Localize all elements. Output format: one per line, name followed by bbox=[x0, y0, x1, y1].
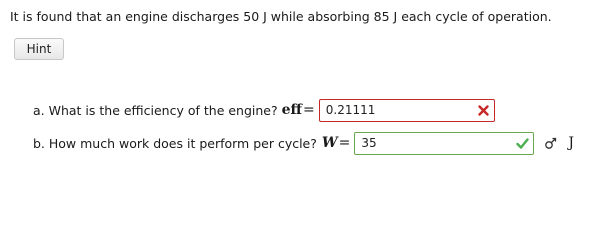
question-a-text: a. What is the efficiency of the engine? bbox=[33, 102, 278, 118]
equals-sign: = bbox=[338, 135, 351, 151]
problem-statement: It is found that an engine discharges 50 J while absorbing 85 J each cycle of operation. bbox=[10, 9, 552, 24]
math-label-eff: eff bbox=[281, 102, 303, 118]
answer-input-b[interactable] bbox=[355, 134, 501, 153]
answer-input-a[interactable] bbox=[320, 101, 466, 120]
hint-button[interactable]: Hint bbox=[14, 38, 64, 60]
question-row-b bbox=[33, 131, 574, 155]
math-label-w: W bbox=[321, 135, 338, 151]
question-row-a bbox=[33, 98, 495, 122]
equals-sign: = bbox=[303, 102, 315, 118]
x-mark-icon bbox=[477, 104, 490, 117]
unit-label: J bbox=[568, 135, 574, 151]
check-mark-icon bbox=[516, 137, 529, 150]
question-b-text: b. How much work does it perform per cycle? bbox=[33, 135, 317, 151]
answer-field-b[interactable] bbox=[354, 132, 534, 155]
answer-field-a[interactable] bbox=[319, 99, 495, 122]
equation-editor-icon[interactable] bbox=[544, 136, 558, 150]
